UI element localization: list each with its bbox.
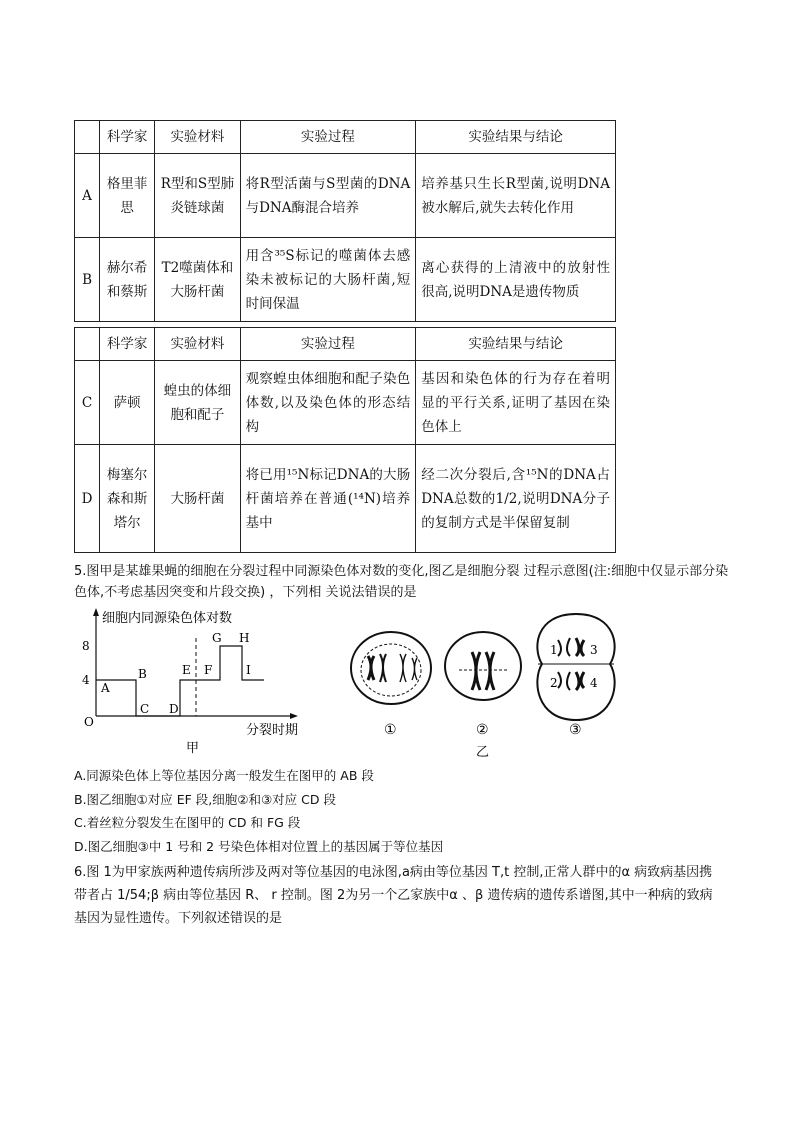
result-cell: 经二次分裂后,含¹⁵N的DNA占DNA总数的1/2,说明DNA分子的复制方式是半保留复制 (416, 445, 616, 553)
header-cell: 实验过程 (240, 121, 416, 154)
cell-label-1: ① (384, 722, 397, 738)
y-axis-label: 细胞内同源染色体对数 (102, 611, 233, 626)
scientist-cell: 赫尔希和蔡斯 (100, 238, 155, 322)
point-label-A: A (101, 681, 110, 695)
table-header-row (75, 328, 616, 361)
cell3-mark-1: 1 (550, 643, 558, 657)
cell3-mark-4: 4 (590, 676, 598, 690)
material-cell: 大肠杆菌 (155, 445, 240, 553)
experiment-table-1 (74, 120, 616, 322)
question-6-stem: 6.图 1为甲家族两种遗传病所涉及两对等位基因的电泳图,a病由等位基因 T,t 控制,正常人群中的α 病致病基因携带者占 1/54;β 病由等位基因 R、 r 控制。图 2为另一个乙家族中α 、β 遗传病的遗传系谱图,其中一种病的致病基因为显性遗传。下列叙述错误的是 (74, 865, 713, 926)
cell-3 (537, 614, 614, 720)
point-label-E: E (182, 663, 191, 677)
question-5-stem: 5.图甲是某雄果蝇的细胞在分裂过程中同源染色体对数的变化,图乙是细胞分裂 过程示意图(注:细胞中仅显示部分染色体,不考虑基因突变和片段交换) ，下列相 关说法错误的是 (74, 564, 729, 600)
cell-1 (351, 632, 431, 704)
table-row (75, 445, 616, 553)
header-cell: 实验结果与结论 (416, 121, 616, 154)
header-cell: 实验材料 (155, 328, 240, 361)
cell3-mark-3: 3 (590, 643, 598, 657)
row-label: A (75, 154, 100, 238)
scientist-cell: 萨顿 (100, 361, 155, 445)
result-cell: 基因和染色体的行为存在着明显的平行关系,证明了基因在染色体上 (416, 361, 616, 445)
point-label-F: F (204, 663, 213, 677)
row-label: B (75, 238, 100, 322)
header-cell: 科学家 (100, 121, 155, 154)
table-row (75, 154, 616, 238)
cells-yi (348, 608, 624, 760)
graph-jia (74, 602, 314, 760)
result-cell: 培养基只生长R型菌,说明DNA被水解后,就失去转化作用 (416, 154, 616, 238)
row-label: D (75, 445, 100, 553)
origin-label: O (84, 715, 94, 729)
process-cell: 用含³⁵S标记的噬菌体去感染未被标记的大肠杆菌,短时间保温 (240, 238, 416, 322)
row-label: C (75, 361, 100, 445)
y-tick-4: 4 (82, 673, 90, 687)
cells-caption-yi: 乙 (476, 745, 490, 760)
cell-label-2: ② (476, 722, 489, 738)
scientist-cell: 梅塞尔森和斯塔尔 (100, 445, 155, 553)
cell-label-3: ③ (569, 722, 582, 738)
point-label-G: G (212, 631, 222, 645)
x-axis-arrow (290, 713, 298, 719)
result-cell: 离心获得的上清液中的放射性很高,说明DNA是遗传物质 (416, 238, 616, 322)
scientist-cell: 格里菲思 (100, 154, 155, 238)
process-cell: 将已用¹⁵N标记DNA的大肠杆菌培养在普通(¹⁴N)培养基中 (240, 445, 416, 553)
process-cell: 观察蝗虫体细胞和配子染色体数,以及染色体的形态结构 (240, 361, 416, 445)
table-header-row (75, 121, 616, 154)
step-curve (96, 646, 264, 716)
point-label-I: I (246, 663, 251, 677)
table-row (75, 361, 616, 445)
option-b: B.图乙细胞①对应 EF 段,细胞②和③对应 CD 段 (74, 792, 336, 807)
header-cell: 实验结果与结论 (416, 328, 616, 361)
point-label-H: H (239, 631, 250, 645)
point-label-C: C (140, 702, 150, 716)
cell-2 (445, 632, 521, 700)
header-cell: 实验材料 (155, 121, 240, 154)
process-cell: 将R型活菌与S型菌的DNA与DNA酶混合培养 (240, 154, 416, 238)
point-label-D: D (169, 702, 179, 716)
option-d: D.图乙细胞③中 1 号和 2 号染色体相对位置上的基因属于等位基因 (74, 839, 444, 854)
option-c: C.着丝粒分裂发生在图甲的 CD 和 FG 段 (74, 815, 301, 830)
header-cell (75, 121, 100, 154)
header-cell (75, 328, 100, 361)
y-axis-arrow (93, 608, 99, 616)
table-row (75, 238, 616, 322)
option-a: A.同源染色体上等位基因分离一般发生在图甲的 AB 段 (74, 768, 374, 783)
header-cell: 实验过程 (240, 328, 416, 361)
material-cell: 蝗虫的体细胞和配子 (155, 361, 240, 445)
y-tick-8: 8 (82, 639, 90, 653)
header-cell: 科学家 (100, 328, 155, 361)
point-label-B: B (138, 667, 147, 681)
material-cell: T2噬菌体和大肠杆菌 (155, 238, 240, 322)
x-axis-label: 分裂时期 (246, 723, 299, 738)
material-cell: R型和S型肺炎链球菌 (155, 154, 240, 238)
cell3-mark-2: 2 (550, 676, 558, 690)
graph-caption-jia: 甲 (186, 741, 200, 756)
experiment-table-2 (74, 327, 616, 553)
